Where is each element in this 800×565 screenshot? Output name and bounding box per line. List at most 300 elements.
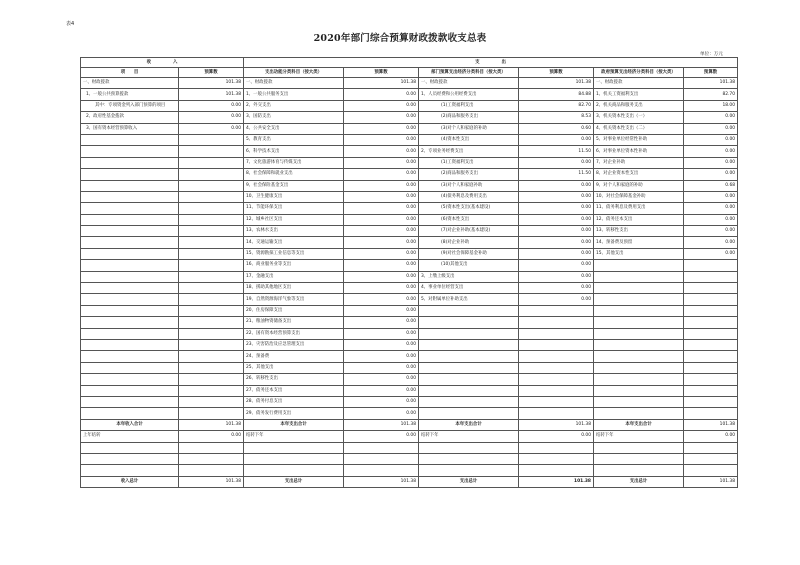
table-row <box>81 408 738 419</box>
income-value <box>179 248 244 259</box>
income-value <box>179 180 244 191</box>
dept-econ-value: 0.60 <box>519 123 594 134</box>
table-row <box>81 385 738 396</box>
income-item <box>81 134 179 145</box>
unit-label: 单位：万元 <box>700 52 723 57</box>
expense-total-label: 支出总计 <box>419 476 519 487</box>
table-row <box>81 283 738 294</box>
func-class-item: 25、其他支出 <box>244 362 344 373</box>
func-class-item: 17、金融支出 <box>244 271 344 282</box>
expense-total-value: 101.38 <box>519 476 594 487</box>
gov-econ-item <box>594 260 684 271</box>
expense-year-value: 101.38 <box>519 419 594 430</box>
dept-econ-value: 0.00 <box>519 191 594 202</box>
dept-econ-value: 0.00 <box>519 226 594 237</box>
func-class-item: 7、文化旅游体育与传媒支出 <box>244 157 344 168</box>
dept-econ-item: (4)债务利息及费用支出 <box>419 191 519 202</box>
func-class-value: 0.00 <box>344 146 419 157</box>
func-class-value: 0.00 <box>344 283 419 294</box>
func-class-value: 0.00 <box>344 180 419 191</box>
func-class-value: 0.00 <box>344 260 419 271</box>
dept-econ-item: 4、事业单位经营支出 <box>419 283 519 294</box>
func-class-value: 0.00 <box>344 339 419 350</box>
col-header-budget: 预算数 <box>344 68 419 78</box>
table-row <box>81 169 738 180</box>
income-value <box>179 134 244 145</box>
dept-econ-item: 1、人员经费和公用经费支出 <box>419 89 519 100</box>
carry-in-label: 上年结转 <box>81 431 179 442</box>
table-row <box>81 351 738 362</box>
gov-econ-value: 0.00 <box>684 157 738 168</box>
func-class-value: 0.00 <box>344 385 419 396</box>
gov-econ-item: 7、对企业补助 <box>594 157 684 168</box>
gov-econ-item <box>594 317 684 328</box>
dept-econ-item: 一、财政拨款 <box>419 78 519 89</box>
carry-in-value: 0.00 <box>179 431 244 442</box>
gov-econ-item <box>594 351 684 362</box>
col-header-item: 项 目 <box>81 68 179 78</box>
gov-econ-item: 1、机关工资福利支出 <box>594 89 684 100</box>
income-item <box>81 351 179 362</box>
income-item <box>81 317 179 328</box>
gov-econ-value: 0.00 <box>684 203 738 214</box>
dept-econ-value: 0.00 <box>519 134 594 145</box>
table-row <box>81 328 738 339</box>
func-class-value: 0.00 <box>344 100 419 111</box>
func-class-item: 23、灾害防治及应急管理支出 <box>244 339 344 350</box>
expense-year-label: 本年支出合计 <box>244 419 344 430</box>
dept-econ-item: (10)其他支出 <box>419 260 519 271</box>
table-row <box>81 78 738 89</box>
income-value <box>179 214 244 225</box>
dept-econ-item: (4)资本性支出 <box>419 134 519 145</box>
dept-econ-item: (2)商品和服务支出 <box>419 112 519 123</box>
gov-econ-item <box>594 408 684 419</box>
income-item <box>81 169 179 180</box>
table-row <box>81 157 738 168</box>
dept-econ-item <box>419 385 519 396</box>
col-header-dept-econ: 部门预算支出经济分类科目（按大类） <box>419 68 519 78</box>
carry-out-label: 结转下年 <box>419 431 519 442</box>
expense-year-label: 本年支出合计 <box>419 419 519 430</box>
income-item <box>81 283 179 294</box>
func-class-value: 0.00 <box>344 134 419 145</box>
func-class-item: 1、一般公共服务支出 <box>244 89 344 100</box>
func-class-item: 20、住房保障支出 <box>244 305 344 316</box>
col-header-budget: 预算数 <box>179 68 244 78</box>
expense-total-label: 支出总计 <box>244 476 344 487</box>
dept-econ-value: 0.00 <box>519 294 594 305</box>
dept-econ-item: (8)对企业补助 <box>419 237 519 248</box>
carry-out-label: 结转下年 <box>594 431 684 442</box>
func-class-value: 0.00 <box>344 226 419 237</box>
income-item: 3、国有资本经营预算收入 <box>81 123 179 134</box>
gov-econ-item <box>594 294 684 305</box>
expense-total-label: 支出总计 <box>594 476 684 487</box>
dept-econ-value <box>519 305 594 316</box>
dept-econ-item: (7)对企业补助(基本建设) <box>419 226 519 237</box>
table-row <box>81 180 738 191</box>
dept-econ-value <box>519 408 594 419</box>
func-class-item: 24、预备费 <box>244 351 344 362</box>
income-item <box>81 226 179 237</box>
table-row <box>81 260 738 271</box>
table-row <box>81 374 738 385</box>
func-class-item: 4、公共安全支出 <box>244 123 344 134</box>
gov-econ-value: 0.00 <box>684 146 738 157</box>
income-value <box>179 396 244 407</box>
gov-econ-item: 4、机关资本性支出（二） <box>594 123 684 134</box>
gov-econ-item <box>594 362 684 373</box>
func-class-item: 15、资源勘探工业信息等支出 <box>244 248 344 259</box>
gov-econ-item: 12、债务还本支出 <box>594 214 684 225</box>
gov-econ-item: 一、财政拨款 <box>594 78 684 89</box>
expense-total-value: 101.38 <box>684 476 738 487</box>
gov-econ-value: 101.38 <box>684 78 738 89</box>
func-class-item: 29、债务发行费用支出 <box>244 408 344 419</box>
func-class-item: 22、国有资本经营预算支出 <box>244 328 344 339</box>
gov-econ-item: 3、机关资本性支出（一） <box>594 112 684 123</box>
table-number: 表4 <box>66 21 75 27</box>
dept-econ-value <box>519 351 594 362</box>
col-header-gov-econ: 政府预算支出经济分类科目（按大类） <box>594 68 684 78</box>
gov-econ-value: 0.00 <box>684 191 738 202</box>
income-value <box>179 157 244 168</box>
income-value <box>179 317 244 328</box>
gov-econ-item <box>594 396 684 407</box>
table-row <box>81 237 738 248</box>
table-row <box>81 146 738 157</box>
func-class-value: 0.00 <box>344 123 419 134</box>
dept-econ-value: 0.00 <box>519 237 594 248</box>
gov-econ-value: 0.00 <box>684 237 738 248</box>
dept-econ-value: 0.00 <box>519 203 594 214</box>
income-total-label: 收入总计 <box>81 476 179 487</box>
income-item <box>81 408 179 419</box>
dept-econ-item: 5、对附属单位补助支出 <box>419 294 519 305</box>
dept-econ-value: 0.00 <box>519 271 594 282</box>
func-class-value: 0.00 <box>344 351 419 362</box>
table-row <box>81 396 738 407</box>
func-class-item: 27、债务还本支出 <box>244 385 344 396</box>
table-row <box>81 248 738 259</box>
func-class-value: 0.00 <box>344 328 419 339</box>
year-total-row <box>81 419 738 430</box>
func-class-value: 0.00 <box>344 408 419 419</box>
expense-total-value: 101.38 <box>344 476 419 487</box>
dept-econ-value: 0.00 <box>519 283 594 294</box>
func-class-item: 8、社会保障和就业支出 <box>244 169 344 180</box>
dept-econ-item <box>419 396 519 407</box>
func-class-item: 19、自然资源海洋气象等支出 <box>244 294 344 305</box>
carry-out-value: 0.00 <box>684 431 738 442</box>
dept-econ-value: 0.00 <box>519 214 594 225</box>
dept-econ-value: 82.70 <box>519 100 594 111</box>
expense-year-label: 本年支出合计 <box>594 419 684 430</box>
gov-econ-value <box>684 294 738 305</box>
gov-econ-value <box>684 362 738 373</box>
dept-econ-item: (6)资本性支出 <box>419 214 519 225</box>
gov-econ-value <box>684 317 738 328</box>
table-row <box>81 362 738 373</box>
gov-econ-item: 10、对社会保障基金补助 <box>594 191 684 202</box>
income-item <box>81 271 179 282</box>
income-item <box>81 294 179 305</box>
dept-econ-value: 0.00 <box>519 260 594 271</box>
dept-econ-item <box>419 305 519 316</box>
gov-econ-value <box>684 283 738 294</box>
expense-year-value: 101.38 <box>684 419 738 430</box>
gov-econ-value <box>684 305 738 316</box>
expense-section-header: 支 出 <box>244 58 738 68</box>
dept-econ-value: 11.50 <box>519 169 594 180</box>
func-class-item: 12、城乡社区支出 <box>244 214 344 225</box>
carry-out-value: 0.00 <box>519 431 594 442</box>
func-class-value: 0.00 <box>344 157 419 168</box>
expense-year-value: 101.38 <box>344 419 419 430</box>
income-value <box>179 271 244 282</box>
budget-table <box>80 57 738 488</box>
func-class-item: 21、粮油物资储备支出 <box>244 317 344 328</box>
section-header-row <box>81 58 738 68</box>
func-class-item: 28、债务付息支出 <box>244 396 344 407</box>
income-item <box>81 214 179 225</box>
income-item <box>81 237 179 248</box>
income-value <box>179 385 244 396</box>
dept-econ-value <box>519 374 594 385</box>
income-value <box>179 351 244 362</box>
gov-econ-item: 13、转移性支出 <box>594 226 684 237</box>
func-class-item: 18、援助其他地区支出 <box>244 283 344 294</box>
table-row <box>81 226 738 237</box>
income-item <box>81 362 179 373</box>
func-class-value: 0.00 <box>344 112 419 123</box>
income-item <box>81 146 179 157</box>
func-class-value: 0.00 <box>344 396 419 407</box>
dept-econ-item <box>419 408 519 419</box>
income-value <box>179 146 244 157</box>
dept-econ-item: (3)对个人和家庭的补助 <box>419 123 519 134</box>
gov-econ-value: 18.00 <box>684 100 738 111</box>
func-class-item: 16、商业服务业等支出 <box>244 260 344 271</box>
func-class-value: 0.00 <box>344 248 419 259</box>
gov-econ-item: 14、预备费及预留 <box>594 237 684 248</box>
gov-econ-value <box>684 260 738 271</box>
gov-econ-value: 82.70 <box>684 89 738 100</box>
dept-econ-item <box>419 362 519 373</box>
carry-row <box>81 431 738 442</box>
dept-econ-item: (5)资本性支出(基本建设) <box>419 203 519 214</box>
gov-econ-item: 15、其他支出 <box>594 248 684 259</box>
func-class-value: 0.00 <box>344 362 419 373</box>
dept-econ-value: 84.88 <box>519 89 594 100</box>
gov-econ-value: 0.00 <box>684 112 738 123</box>
income-value <box>179 328 244 339</box>
income-value <box>179 362 244 373</box>
income-item: 2、政府性基金拨款 <box>81 112 179 123</box>
gov-econ-item <box>594 339 684 350</box>
func-class-value: 101.38 <box>344 78 419 89</box>
dept-econ-value: 8.53 <box>519 112 594 123</box>
income-value <box>179 260 244 271</box>
func-class-value: 0.00 <box>344 374 419 385</box>
dept-econ-item: (1)工资福利支出 <box>419 157 519 168</box>
func-class-value: 0.00 <box>344 271 419 282</box>
gov-econ-item: 6、对事业单位资本性补助 <box>594 146 684 157</box>
income-value: 0.00 <box>179 123 244 134</box>
gov-econ-value <box>684 408 738 419</box>
gov-econ-value <box>684 339 738 350</box>
gov-econ-item: 9、对个人和家庭的补助 <box>594 180 684 191</box>
table-row <box>81 203 738 214</box>
dept-econ-item <box>419 317 519 328</box>
income-item <box>81 374 179 385</box>
gov-econ-value <box>684 374 738 385</box>
dept-econ-item <box>419 339 519 350</box>
func-class-item: 10、卫生健康支出 <box>244 191 344 202</box>
dept-econ-item: (9)对社会保障基金补助 <box>419 248 519 259</box>
income-value <box>179 374 244 385</box>
income-value <box>179 408 244 419</box>
gov-econ-item <box>594 283 684 294</box>
income-value: 0.00 <box>179 100 244 111</box>
dept-econ-value: 0.00 <box>519 157 594 168</box>
gov-econ-value: 0.00 <box>684 226 738 237</box>
dept-econ-item <box>419 374 519 385</box>
func-class-value: 0.00 <box>344 317 419 328</box>
carry-out-value: 0.00 <box>344 431 419 442</box>
income-item <box>81 328 179 339</box>
gov-econ-value <box>684 351 738 362</box>
col-header-budget: 预算数 <box>519 68 594 78</box>
func-class-item: 14、交通运输支出 <box>244 237 344 248</box>
func-class-value: 0.00 <box>344 169 419 180</box>
income-value <box>179 294 244 305</box>
dept-econ-item: (3)对个人和家庭补助 <box>419 180 519 191</box>
func-class-item: 9、社会保险基金支出 <box>244 180 344 191</box>
table-row <box>81 271 738 282</box>
gov-econ-value: 0.68 <box>684 180 738 191</box>
dept-econ-item: (2)商品和服务支出 <box>419 169 519 180</box>
income-total-value: 101.38 <box>179 476 244 487</box>
dept-econ-value: 101.38 <box>519 78 594 89</box>
table-row <box>81 134 738 145</box>
dept-econ-value <box>519 396 594 407</box>
blank-row <box>81 453 738 464</box>
gov-econ-item: 5、对事业单位经常性补助 <box>594 134 684 145</box>
income-item <box>81 203 179 214</box>
income-value <box>179 191 244 202</box>
table-row <box>81 191 738 202</box>
gov-econ-item <box>594 271 684 282</box>
func-class-value: 0.00 <box>344 203 419 214</box>
table-row <box>81 294 738 305</box>
grand-total-row <box>81 476 738 487</box>
table-row <box>81 317 738 328</box>
dept-econ-item <box>419 351 519 362</box>
func-class-item: 11、节能环保支出 <box>244 203 344 214</box>
income-item: 1、一般公共预算拨款 <box>81 89 179 100</box>
gov-econ-item <box>594 374 684 385</box>
table-row <box>81 305 738 316</box>
column-header-row <box>81 68 738 78</box>
income-item <box>81 157 179 168</box>
table-row <box>81 112 738 123</box>
func-class-item: 3、国防支出 <box>244 112 344 123</box>
income-value <box>179 305 244 316</box>
income-item <box>81 248 179 259</box>
func-class-item: 2、外交支出 <box>244 100 344 111</box>
dept-econ-value <box>519 385 594 396</box>
income-value <box>179 203 244 214</box>
func-class-value: 0.00 <box>344 237 419 248</box>
dept-econ-item: 2、专项业务经费支出 <box>419 146 519 157</box>
income-value <box>179 339 244 350</box>
func-class-item: 5、教育支出 <box>244 134 344 145</box>
dept-econ-value <box>519 362 594 373</box>
func-class-value: 0.00 <box>344 191 419 202</box>
table-row <box>81 123 738 134</box>
func-class-value: 0.00 <box>344 294 419 305</box>
gov-econ-value <box>684 328 738 339</box>
gov-econ-value <box>684 271 738 282</box>
income-section-header: 收 入 <box>81 58 244 68</box>
func-class-item: 26、转移性支出 <box>244 374 344 385</box>
income-value <box>179 237 244 248</box>
func-class-value: 0.00 <box>344 214 419 225</box>
income-item <box>81 385 179 396</box>
gov-econ-value <box>684 385 738 396</box>
gov-econ-value: 0.00 <box>684 214 738 225</box>
income-item <box>81 191 179 202</box>
income-item <box>81 396 179 407</box>
gov-econ-item: 2、机关商品和服务支出 <box>594 100 684 111</box>
func-class-value: 0.00 <box>344 89 419 100</box>
income-item <box>81 260 179 271</box>
income-item <box>81 305 179 316</box>
income-value: 101.38 <box>179 89 244 100</box>
income-year-value: 101.38 <box>179 419 244 430</box>
dept-econ-value <box>519 317 594 328</box>
table-row <box>81 214 738 225</box>
dept-econ-value: 0.00 <box>519 248 594 259</box>
gov-econ-value <box>684 396 738 407</box>
income-year-label: 本年收入合计 <box>81 419 179 430</box>
income-item: 其中：专项资金列入部门预算的项目 <box>81 100 179 111</box>
blank-row <box>81 465 738 476</box>
func-class-item: 6、科学技术支出 <box>244 146 344 157</box>
income-value: 0.00 <box>179 112 244 123</box>
gov-econ-value: 0.00 <box>684 123 738 134</box>
dept-econ-value: 0.00 <box>519 180 594 191</box>
func-class-item: 13、农林水支出 <box>244 226 344 237</box>
gov-econ-value: 0.00 <box>684 169 738 180</box>
carry-out-label: 结转下年 <box>244 431 344 442</box>
table-row <box>81 339 738 350</box>
gov-econ-item: 11、债务利息及费用支出 <box>594 203 684 214</box>
func-class-value: 0.00 <box>344 305 419 316</box>
dept-econ-value <box>519 328 594 339</box>
income-value <box>179 283 244 294</box>
gov-econ-item <box>594 328 684 339</box>
gov-econ-item <box>594 305 684 316</box>
col-header-func-class: 支出功能分类科目（按大类） <box>244 68 344 78</box>
income-value <box>179 226 244 237</box>
func-class-item: 一、财政拨款 <box>244 78 344 89</box>
dept-econ-item <box>419 328 519 339</box>
dept-econ-item: (1)工资福利支出 <box>419 100 519 111</box>
dept-econ-item: 3、上缴上级支出 <box>419 271 519 282</box>
